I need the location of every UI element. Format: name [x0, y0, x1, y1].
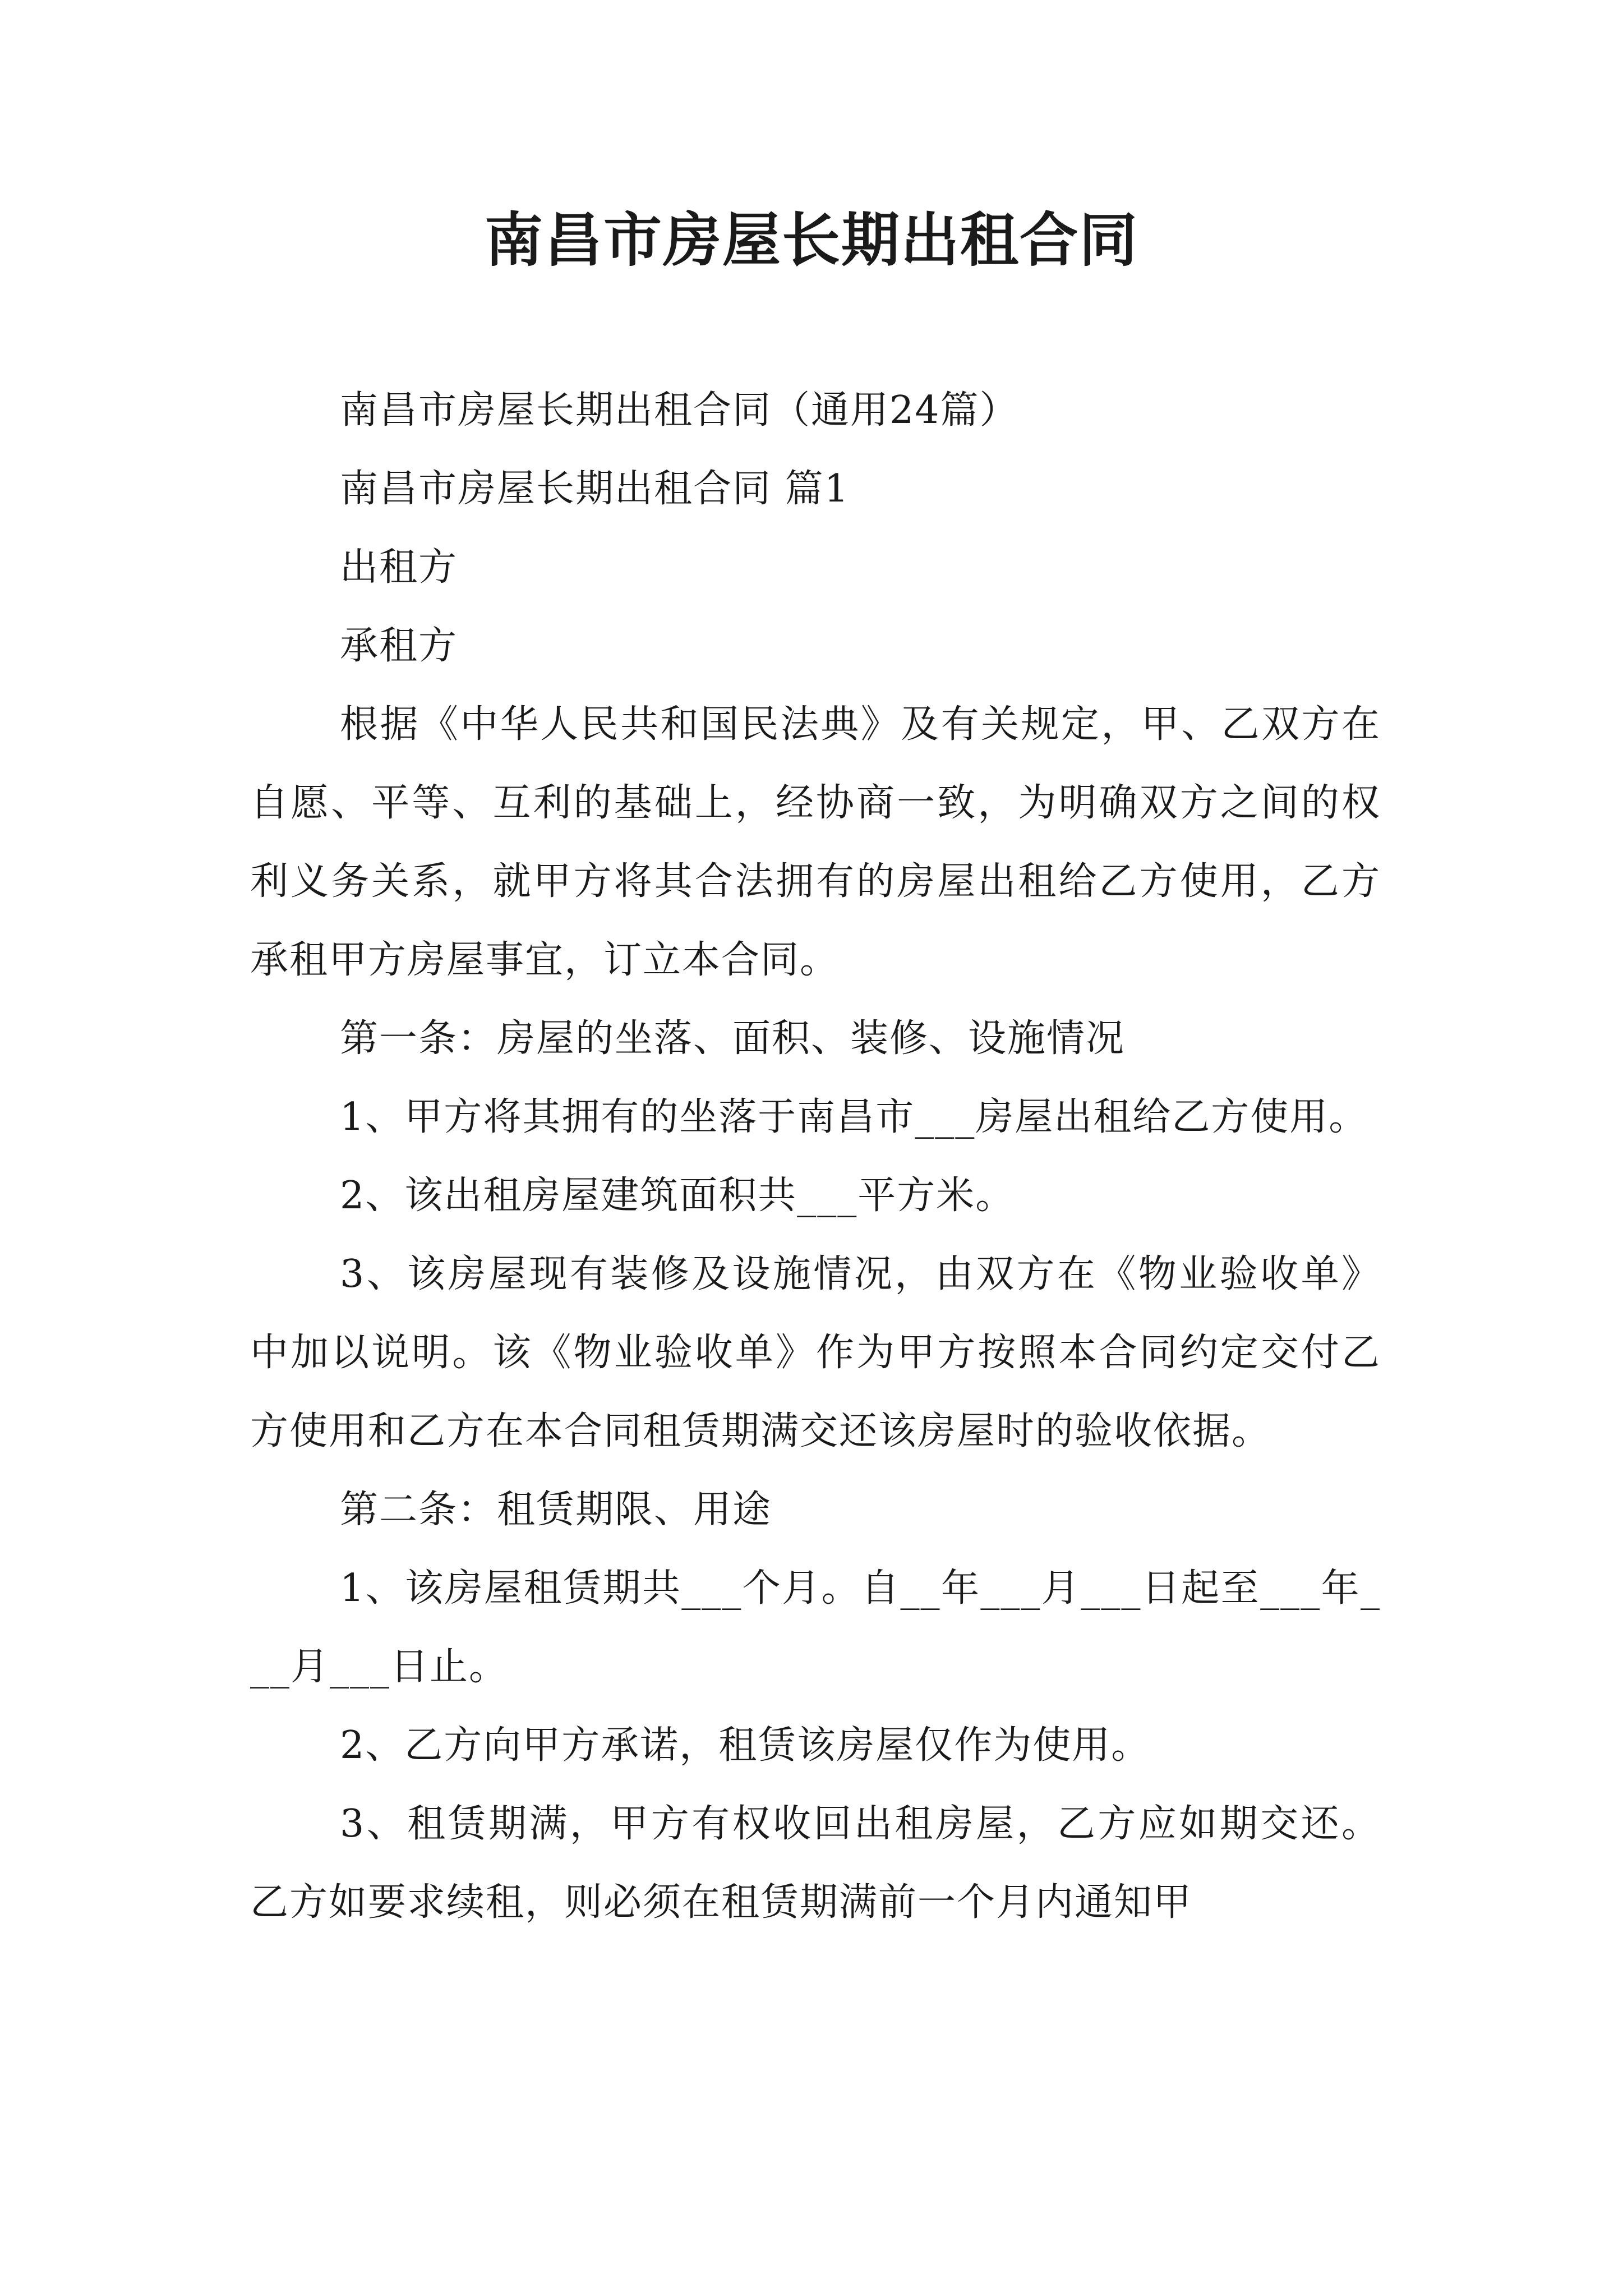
- paragraph-article-1-heading: 第一条：房屋的坐落、面积、装修、设施情况: [340, 1016, 1126, 1061]
- paragraph-article-2-item-3: 3、租赁期满，甲方有权收回出租房屋，乙方应如期交还。乙方如要求续租，则必须在租赁期满前一个月内通知甲: [250, 1802, 1381, 1925]
- document-title: 南昌市房屋长期出租合同: [484, 206, 1138, 274]
- paragraph-article-1-item-1: 1、甲方将其拥有的坐落于南昌市___房屋出租给乙方使用。: [340, 1095, 1368, 1139]
- paragraph-part-heading: 南昌市房屋长期出租合同 篇1: [340, 467, 850, 511]
- paragraph-preamble: 根据《中华人民共和国民法典》及有关规定，甲、乙双方在自愿、平等、互利的基础上，经协商一致，为明确双方之间的权利义务关系，就甲方将其合法拥有的房屋出租给乙方使用，乙方承租甲方房屋事宜，订立本合同。: [250, 702, 1381, 982]
- document-body: [250, 371, 1381, 1942]
- paragraph-article-2-item-2: 2、乙方向甲方承诺，租赁该房屋仅作为使用。: [340, 1723, 1151, 1768]
- paragraph-article-1-item-3: 3、该房屋现有装修及设施情况，由双方在《物业验收单》中加以说明。该《物业验收单》作为甲方按照本合同约定交付乙方使用和乙方在本合同租赁期满交还该房屋时的验收依据。: [250, 1252, 1381, 1453]
- paragraph-article-2-item-1: 1、该房屋租赁期共___个月。自__年___月___日起至___年___月___日止。: [250, 1566, 1381, 1689]
- paragraph-article-2-heading: 第二条：租赁期限、用途: [340, 1488, 772, 1532]
- paragraph-lessor: 出租方: [340, 545, 458, 590]
- paragraph-subtitle: 南昌市房屋长期出租合同（通用24篇）: [340, 388, 1019, 432]
- paragraph-article-1-item-2: 2、该出租房屋建筑面积共___平方米。: [340, 1174, 1015, 1218]
- paragraph-lessee: 承租方: [340, 624, 458, 668]
